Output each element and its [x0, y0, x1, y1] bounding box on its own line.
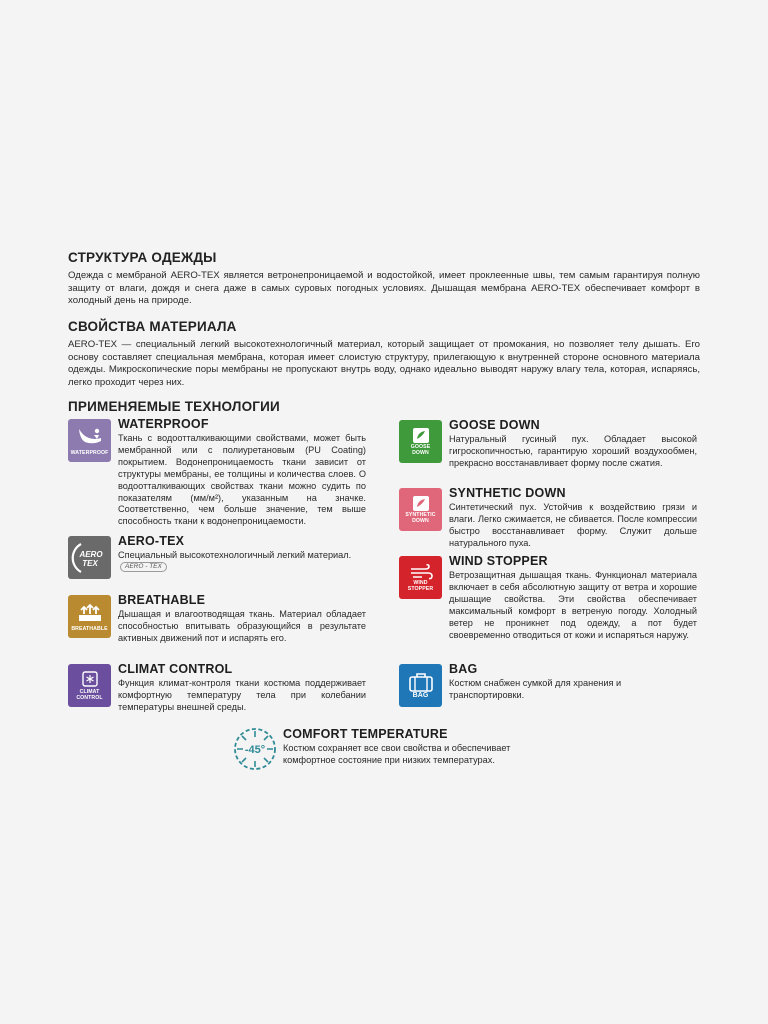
- aerotex-icon-label-2: TEX: [81, 558, 98, 568]
- climat-control-name: CLIMAT CONTROL: [118, 662, 233, 676]
- waterproof-name: WATERPROOF: [118, 417, 209, 431]
- comfort-temperature-desc: Костюм сохраняет все свои свойства и обеспечивает комфортное состояние при низких температурах.: [283, 743, 511, 765]
- wind-stopper-icon: [399, 556, 442, 599]
- waterproof-desc: Ткань с водоотталкивающими свойствами, может быть мембранной или с полиуретановым (PU Coating) покрытием. Водонепроницаемость ткани зависит от структуры мембраны, ее толщины и количества слоев. О водоотталкивающих свойствах ткани можно судить по показателям (мм/м²), указанным на значке. Соответственно, чем больше значение, тем выше способность ткани к водонепроницаемости.: [118, 433, 366, 527]
- wind-stopper-icon-label-2: STOPPER: [407, 585, 434, 592]
- comfort-icon-label: -45°: [244, 744, 266, 756]
- synthetic-down-name: SYNTHETIC DOWN: [449, 486, 566, 500]
- bag-icon: [399, 664, 442, 707]
- bag-name: BAG: [449, 662, 478, 676]
- bag-desc: Костюм снабжен сумкой для хранения и транспортировки.: [449, 678, 622, 700]
- structure-title: СТРУКТУРА ОДЕЖДЫ: [68, 250, 217, 265]
- climat-control-icon-label-1: CLIMAT: [79, 688, 100, 695]
- breathable-icon: [68, 595, 111, 638]
- comfort-temperature-name: COMFORT TEMPERATURE: [283, 727, 448, 741]
- material-title: СВОЙСТВА МАТЕРИАЛА: [68, 319, 237, 334]
- goose-down-name: GOOSE DOWN: [449, 418, 540, 432]
- goose-down-icon-label-1: GOOSE: [410, 444, 431, 450]
- structure-text: Одежда с мембраной AERO-TEX является ветронепроницаемой и водостойкой, имеет проклеенные швы, тем самым гарантируя полную защиту от влаги, дождя и снега даже в самых суровых погодных условиях. Дышащая мембрана AERO-TEX обеспечивает комфорт в холодный день на природе.: [68, 270, 700, 307]
- aerotex-icon-label-1: AERO: [78, 549, 103, 559]
- technologies-title: ПРИМЕНЯЕМЫЕ ТЕХНОЛОГИИ: [68, 399, 280, 414]
- snowflake-icon: [233, 727, 277, 771]
- goose-down-desc: Натуральный гусиный пух. Обладает высокой гигроскопичностью, гарантирую хороший воздухообмен, прекрасно восстанавливает форму после сжатия.: [449, 434, 697, 468]
- goose-down-icon: [399, 420, 442, 463]
- wind-stopper-desc: Ветрозащитная дышащая ткань. Функционал материала включает в себя абсолютную защиту от ветра и хорошие дышащие свойства. Эти свойства обеспечивает максимальный комфорт в ветреную погоду. Холодный ветер не проникнет под одежду, а пот будет своевременно отводиться от кожи и испаряться наружу.: [449, 570, 697, 640]
- aerotex-icon: [68, 536, 111, 579]
- synthetic-down-desc: Синтетический пух. Устойчив к воздействию грязи и влаги. Легко сжимается, не сбивается. После компрессии быстро восстанавливает форму. Служит дольше натурального пуха.: [449, 502, 697, 548]
- goose-down-icon-label-2: DOWN: [412, 450, 429, 456]
- climat-control-desc: Функция климат-контроля ткани костюма поддерживает комфортную температуру тела при колебании температуры внешней среды.: [118, 678, 366, 712]
- aerotex-desc-block: [118, 550, 358, 574]
- climat-control-icon-label-2: CONTROL: [76, 694, 103, 701]
- aerotex-name: AERO-TEX: [118, 534, 185, 548]
- bag-icon-label: BAG: [412, 691, 429, 699]
- waterproof-icon-label: WATERPROOF: [70, 449, 109, 456]
- breathable-icon-label: BREATHABLE: [71, 625, 108, 632]
- synthetic-down-icon-label-1: SYNTHETIC: [405, 512, 436, 518]
- synthetic-down-icon: [399, 488, 442, 531]
- wind-stopper-name: WIND STOPPER: [449, 554, 548, 568]
- aerotex-desc: Специальный высокотехнологичный легкий материал.: [118, 550, 352, 560]
- breathable-desc: Дышащая и влагоотводящая ткань. Материал обладает способностью впитывать образующийся в результате активных движений пот и испарять его.: [118, 609, 366, 643]
- aerotex-badge: AERO - TEX: [120, 562, 167, 572]
- wind-stopper-icon-label-1: WIND: [413, 579, 428, 586]
- breathable-name: BREATHABLE: [118, 593, 206, 607]
- waterproof-icon: [68, 419, 111, 462]
- synthetic-down-icon-label-2: DOWN: [412, 518, 429, 524]
- material-text: AERO-TEX — специальный легкий высокотехнологичный материал, который защищает от промокания, но позволяет телу дышать. Его основу составляет специальная мембрана, которая имеет слоистую структуру, прилегающую к внутренней стороне основного материала одежды. Микроскопические поры мембраны не пропускают внутрь воду, однако идеально выводят наружу влагу тела, которая, испаряясь, легко проходит через них.: [68, 339, 700, 388]
- climat-control-icon: [68, 664, 111, 707]
